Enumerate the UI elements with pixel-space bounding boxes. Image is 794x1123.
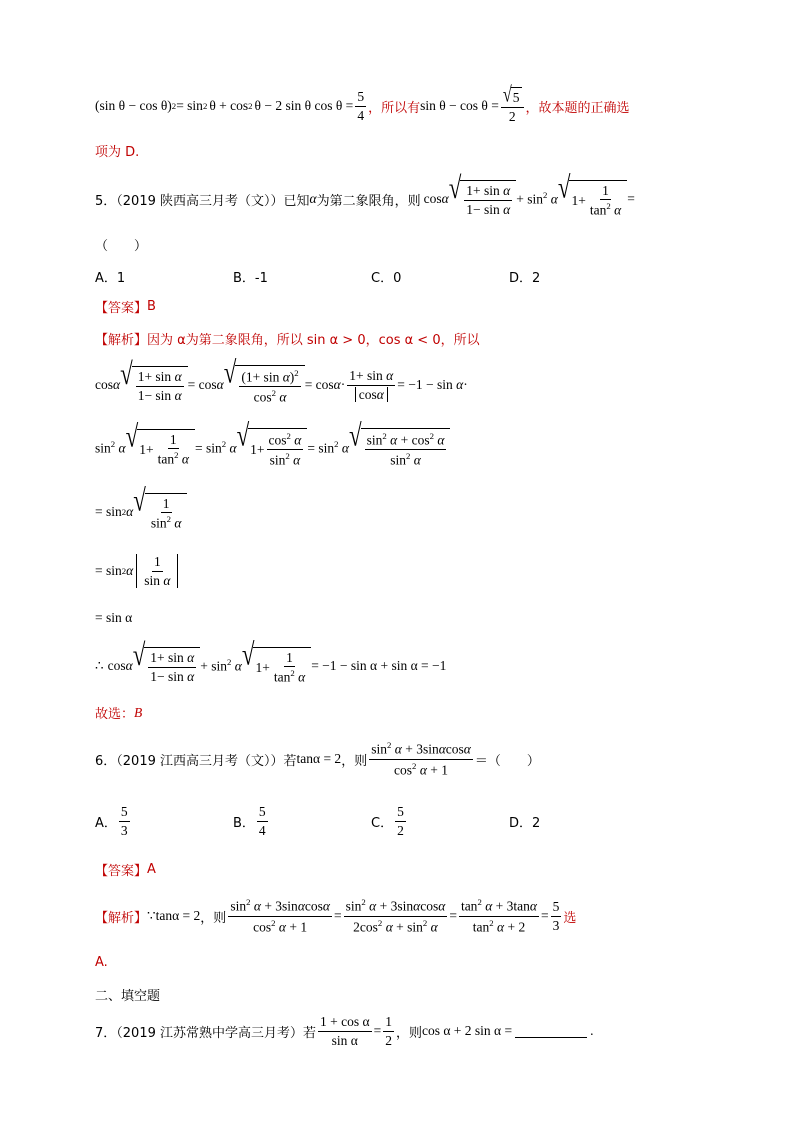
frac-den: 4	[357, 107, 365, 123]
option-a: A．1	[95, 271, 126, 286]
intro-part3: θ + cos	[209, 98, 249, 113]
step-prefix: = sin	[95, 563, 122, 578]
sqrt-expression: √ $\frac{\text{1+ sin α}}{\text{1− sin α}}$	[449, 180, 517, 217]
option-b: B． $\frac{5}{4}$	[233, 803, 266, 838]
q7-expr: cos α + 2 sin α =	[421, 1023, 513, 1038]
intro-part4: θ − 2 sin θ cos θ =	[254, 98, 354, 113]
q6-stem: 6．（2019 江西高三月考（文））若 tanα = 2 ，则 $\frac{\sin^2 \alpha + 3\sin\alpha\cos\alpha}{\cos^2 \alpha + 1}$ ＝（ ）	[95, 740, 540, 777]
intro-part2: = sin	[176, 98, 203, 113]
q5-step-3: = sin 2 α √ $\frac{1}{\sin^2 \alpha}$	[95, 488, 187, 536]
section-title: 二、填空题	[95, 989, 161, 1004]
sup-2c: 2	[248, 101, 253, 111]
option-c: C． $\frac{5}{2}$	[371, 803, 404, 838]
q6-bracket: ＝（ ）	[474, 753, 540, 769]
intro-line-2: 项为 D.	[95, 145, 140, 160]
q5-step-2: $\sin^2 \alpha$ √ 1+ $\frac{1}{\tan^2 \alpha}$ = $\sin^2 \alpha$ √ 1+ $\frac{\cos^2 \alpha}{\sin^2 \alpha}$ = $\sin^2 \alpha$ √ $\frac{\sin^2 \alpha + \cos^2 \alpha}{\sin^2 \alpha}$	[95, 422, 450, 474]
q5-alpha: α	[309, 191, 317, 206]
result: = −1 − sin α + sin α = −1	[311, 658, 447, 673]
q7-then: ，则	[395, 1025, 422, 1041]
q5-conclusion: ∴ cosα √ $\frac{\text{1+ sin α}}{\text{1− sin α}}$ + $\sin^2 \alpha$ √ 1+ $\frac{1}{\tan^2 \alpha}$ = −1 − sin α + sin α = −1	[95, 637, 447, 685]
q6-answer	[95, 860, 156, 879]
q6-then: ，则	[341, 753, 368, 769]
q7-lead: 7．（2019 江苏常熟中学高三月考）若	[95, 1025, 316, 1041]
intro-text1: ，所以有	[368, 100, 421, 116]
intro-fraction	[355, 89, 366, 123]
analysis-label: 【解析】	[95, 910, 148, 926]
sqrt: √ 5	[502, 82, 520, 108]
sup-2: 2	[171, 101, 177, 111]
q6-tail: A.	[95, 955, 108, 970]
q5-options	[95, 267, 540, 286]
answer-label: 【答案】	[95, 864, 148, 879]
intro-part1: (sin θ − cos θ)	[95, 98, 172, 113]
q5-lead: 5．（2019 陕西高三月考（文））已知	[95, 193, 310, 209]
sup-2b: 2	[202, 101, 208, 111]
q6-cond2: tanα = 2	[155, 908, 201, 923]
frac-den: 2	[508, 109, 516, 124]
q6-analysis: 【解析】 ∵ tanα = 2 ，则 $\frac{\sin^2 \alpha + 3\sin\alpha\cos\alpha}{\cos^2 \alpha + 1}$ = $\frac{\sin^2 \alpha + 3\sin\alpha\cos\alpha}{2\cos^2 \alpha + \sin^2 \alpha}$ = $\frac{\tan^2 \alpha + 3\tan\alpha}{\tan^2 \alpha + 2}$ = $\frac{5}{3}$ 选	[95, 897, 577, 934]
q7-stem: 7．（2019 江苏常熟中学高三月考）若 $\frac{\text{1 + cos α}}{\text{sin α}}$ = $\frac{1}{2}$ ，则 cos α + 2 sin α = .	[95, 1013, 594, 1048]
equals: =	[373, 1023, 382, 1038]
q5-step-4: = sin 2 α $\frac{1}{\text{sin α}}$	[95, 548, 178, 594]
analysis-label: 【解析】	[95, 333, 148, 348]
intro-root-fraction	[501, 82, 524, 124]
pick-value: B	[134, 704, 143, 720]
q5-bracket: （ ）	[95, 239, 148, 254]
q5-mid: 为第二象限角，则	[316, 193, 421, 209]
q5-answer	[95, 297, 156, 316]
q6-options	[95, 800, 540, 842]
frac-num	[501, 82, 524, 108]
q6-lead: 6．（2019 江西高三月考（文））若	[95, 753, 297, 769]
answer-value: A	[147, 862, 156, 877]
answer-value: B	[147, 299, 156, 314]
pick-label: 故选：	[95, 707, 135, 722]
q5-analysis	[95, 329, 480, 348]
q6-cond: tanα = 2	[296, 751, 342, 766]
q5-step-5: = sin α	[95, 610, 133, 625]
option-d: D．2	[509, 271, 541, 286]
option-b: B．-1	[233, 271, 268, 286]
q6-then2: ，则	[200, 910, 227, 926]
frac-num: 5	[355, 89, 366, 107]
q5-pick	[95, 703, 142, 722]
intro-expr2: sin θ − cos θ =	[420, 98, 499, 113]
pick-text: 选	[563, 910, 577, 926]
analysis-text: 因为 α为第二象限角，所以 sin α > 0，cos α < 0，所以	[147, 333, 480, 348]
q7-end: .	[590, 1023, 594, 1038]
q5-stem: 5．（2019 陕西高三月考（文））已知 α 为第二象限角，则 cosα √ $\frac{\text{1+ sin α}}{\text{1− sin α}}$ + $\sin^2 \alpha$ √ 1+ $\frac{1}{\tan^2 \alpha}$ =	[95, 170, 635, 218]
q5-step-1: cosα √ $\frac{\text{1+ sin α}}{\text{1− sin α}}$ = cosα √ $\frac{(1+ \sin \alpha)^2}{\cos^2 \alpha}$ = cosα· 1+ sin α cos α = −1 − sin α·	[95, 355, 468, 405]
sqrt-expression: √ 1+ $\frac{1}{\tan^2 \alpha}$	[558, 180, 627, 219]
step-prefix: = sin	[95, 504, 122, 519]
because-symbol: ∵	[147, 908, 156, 923]
therefore-symbol: ∴	[95, 658, 104, 673]
answer-label: 【答案】	[95, 301, 148, 316]
intro-text2: ，故本题的正确选	[525, 100, 630, 116]
answer-blank[interactable]	[515, 1025, 587, 1038]
option-d: D．2	[509, 815, 541, 831]
intro-line-1	[95, 82, 630, 126]
option-a: A． $\frac{5}{3}$	[95, 803, 128, 838]
radicand: 5	[511, 87, 522, 106]
option-c: C．0	[371, 271, 402, 286]
